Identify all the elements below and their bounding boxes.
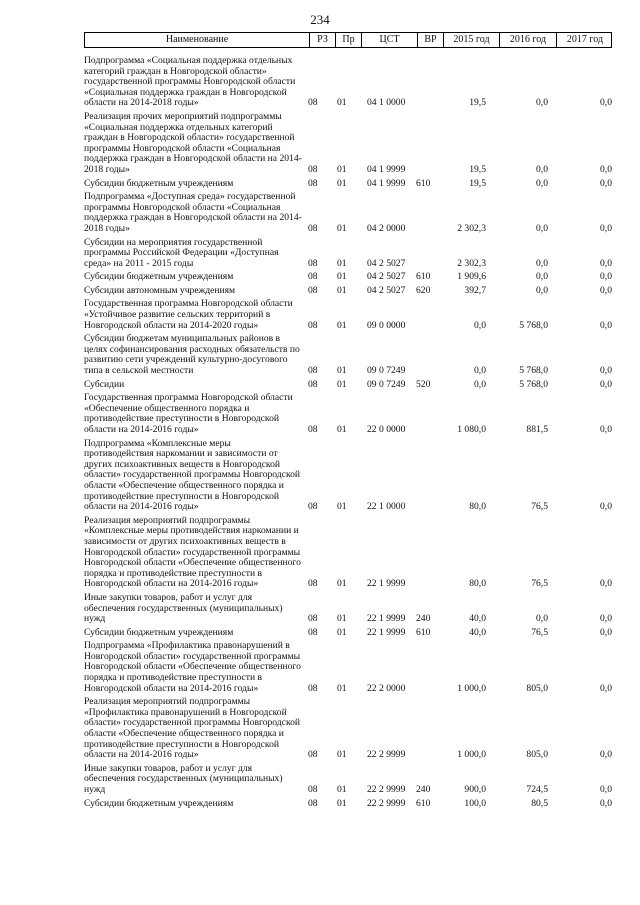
- cell-y2017: 0,0: [600, 626, 612, 638]
- cell-pr: 01: [337, 626, 347, 638]
- cell-y2016: 76,5: [531, 626, 548, 638]
- cell-pr: 01: [337, 177, 347, 189]
- cell-pr: 01: [337, 222, 347, 234]
- column-header-name: Наименование: [165, 34, 229, 45]
- cell-rz: 08: [308, 365, 318, 377]
- cell-vr: 610: [416, 626, 431, 638]
- cell-y2015: 100,0: [464, 797, 486, 809]
- cell-rz: 08: [308, 222, 318, 234]
- cell-y2016: 724,5: [526, 784, 548, 795]
- cell-cst: 04 2 5027: [367, 271, 406, 283]
- row-name: Иные закупки товаров, работ и услуг для обеспечения государственных (муниципальных) нужд: [84, 762, 283, 795]
- cell-y2016: 5 768,0: [519, 378, 548, 390]
- table-row: [84, 334, 612, 376]
- row-name: Реализация мероприятий подпрограммы «Комплексные меры противодействия наркомании и зависимости от других психоактивных веществ в Новгородской области» государственной программы Новгородской области «Обеспечение общественного порядка и противодействие преступности в Новгородской области на 2014-2016 годы»: [84, 514, 301, 590]
- cell-cst: 22 2 9999: [367, 797, 406, 809]
- cell-pr: 01: [337, 319, 347, 331]
- cell-rz: 08: [308, 97, 318, 109]
- cell-rz: 08: [308, 163, 318, 175]
- row-name: Субсидии: [84, 378, 125, 390]
- cell-y2017: 0,0: [600, 284, 612, 296]
- cell-vr: 520: [416, 378, 431, 390]
- row-name: Подпрограмма «Социальная поддержка отдельных категорий граждан в Новгородской области» государственной программы Новгородской области «Социальная поддержка граждан в Новгородской области на 2014-2018 годы»: [84, 55, 296, 109]
- table-row: [84, 799, 612, 810]
- cell-y2015: 2 302,3: [457, 222, 486, 234]
- row-name: Реализация мероприятий подпрограммы «Профилактика правонарушений в Новгородской области» государственной программы Новгородской области «Обеспечение общественного порядка и противодействие преступности в Новгородской области на 2014-2016 годы»: [84, 696, 301, 761]
- cell-y2016: 0,0: [536, 97, 548, 109]
- row-name: Подпрограмма «Профилактика правонарушений в Новгородской области» государственной программы Новгородской области «Обеспечение общественного порядка и противодействие преступности в Новгородской области на 2014-2016 годы»: [84, 640, 301, 694]
- cell-cst: 22 2 9999: [367, 784, 406, 795]
- cell-y2017: 0,0: [600, 797, 612, 809]
- cell-y2017: 0,0: [600, 578, 612, 590]
- cell-cst: 22 2 9999: [367, 749, 406, 761]
- cell-y2016: 881,5: [526, 424, 548, 435]
- cell-rz: 08: [308, 613, 318, 625]
- row-name: Субсидии бюджетным учреждениям: [84, 177, 234, 189]
- cell-pr: 01: [337, 271, 347, 283]
- cell-y2017: 0,0: [600, 319, 612, 331]
- cell-y2015: 80,0: [469, 501, 486, 513]
- cell-pr: 01: [337, 682, 347, 694]
- cell-pr: 01: [337, 284, 347, 296]
- cell-pr: 01: [337, 97, 347, 109]
- cell-y2015: 1 000,0: [457, 682, 486, 694]
- cell-y2017: 0,0: [600, 378, 612, 390]
- cell-vr: 610: [416, 271, 431, 283]
- table-row: [84, 299, 612, 331]
- cell-cst: 22 1 0000: [367, 501, 406, 513]
- cell-y2016: 805,0: [526, 682, 548, 694]
- cell-pr: 01: [337, 378, 347, 390]
- table-row: [84, 272, 612, 283]
- cell-y2017: 0,0: [600, 613, 612, 625]
- column-header-2016: 2016 год: [499, 33, 556, 47]
- row-name: Подпрограмма «Комплексные меры противодействия наркомании и зависимости от других психоактивных веществ в Новгородской области» государственной программы Новгородской области «Обеспечение общественного порядка и противодействие преступности в Новгородской области на 2014-2016 годы»: [84, 437, 301, 513]
- cell-y2016: 5 768,0: [519, 319, 548, 331]
- cell-pr: 01: [337, 501, 347, 513]
- cell-cst: 04 2 5027: [367, 284, 406, 296]
- cell-y2017: 0,0: [600, 784, 612, 795]
- cell-y2015: 1 909,6: [457, 271, 486, 283]
- cell-rz: 08: [308, 257, 318, 269]
- table-header: [84, 32, 612, 48]
- cell-y2016: 76,5: [531, 501, 548, 513]
- cell-pr: 01: [337, 797, 347, 809]
- cell-vr: 240: [416, 784, 431, 795]
- cell-rz: 08: [308, 784, 318, 795]
- cell-pr: 01: [337, 163, 347, 175]
- cell-y2017: 0,0: [600, 424, 612, 435]
- column-header-2015: 2015 год: [443, 33, 499, 47]
- cell-rz: 08: [308, 797, 318, 809]
- cell-y2017: 0,0: [600, 257, 612, 269]
- cell-rz: 08: [308, 749, 318, 761]
- column-header-pr: Пр: [335, 33, 361, 47]
- table-row: [84, 697, 612, 761]
- cell-rz: 08: [308, 319, 318, 331]
- cell-pr: 01: [337, 749, 347, 761]
- table-row: [84, 179, 612, 190]
- table-row: [84, 516, 612, 590]
- cell-y2015: 392,7: [464, 284, 486, 296]
- cell-pr: 01: [337, 257, 347, 269]
- cell-pr: 01: [337, 365, 347, 377]
- cell-y2015: 900,0: [464, 784, 486, 795]
- cell-rz: 08: [308, 682, 318, 694]
- cell-vr: 610: [416, 177, 431, 189]
- cell-y2015: 0,0: [474, 378, 486, 390]
- cell-pr: 01: [337, 578, 347, 590]
- column-header-vr: ВР: [417, 33, 443, 47]
- cell-cst: 22 2 0000: [367, 682, 406, 694]
- cell-cst: 22 1 9999: [367, 626, 406, 638]
- table-row: [84, 380, 612, 391]
- row-name: Иные закупки товаров, работ и услуг для обеспечения государственных (муниципальных) нужд: [84, 591, 283, 625]
- cell-y2017: 0,0: [600, 365, 612, 377]
- row-name: Государственная программа Новгородской области «Обеспечение общественного порядка и противодействие преступности в Новгородской области на 2014-2016 годы»: [84, 392, 293, 435]
- table-body: [84, 56, 612, 812]
- cell-y2015: 19,5: [469, 177, 486, 189]
- cell-vr: 610: [416, 797, 431, 809]
- cell-y2017: 0,0: [600, 97, 612, 109]
- cell-y2017: 0,0: [600, 177, 612, 189]
- cell-y2015: 19,5: [469, 163, 486, 175]
- cell-cst: 09 0 7249: [367, 365, 406, 377]
- cell-rz: 08: [308, 501, 318, 513]
- cell-y2016: 0,0: [536, 222, 548, 234]
- cell-y2017: 0,0: [600, 271, 612, 283]
- table-row: [84, 112, 612, 176]
- table-row: [84, 628, 612, 639]
- cell-y2015: 0,0: [474, 365, 486, 377]
- cell-y2016: 80,5: [531, 797, 548, 809]
- row-name: Подпрограмма «Доступная среда» государственной программы Новгородской области «Социальная поддержка граждан в Новгородской области на 2014-2018 годы»: [84, 191, 302, 234]
- cell-rz: 08: [308, 177, 318, 189]
- table-row: [84, 764, 612, 796]
- row-name: Субсидии на мероприятия государственной программы Российской Федерации «Доступная среда» на 2011 - 2015 годы: [84, 236, 279, 269]
- cell-rz: 08: [308, 378, 318, 390]
- cell-y2016: 0,0: [536, 613, 548, 625]
- cell-y2016: 0,0: [536, 163, 548, 175]
- cell-vr: 620: [416, 284, 431, 296]
- row-name: Субсидии бюджетным учреждениям: [84, 271, 234, 283]
- cell-y2017: 0,0: [600, 749, 612, 761]
- row-name: Реализация прочих мероприятий подпрограммы «Социальная поддержка отдельных категорий граждан в Новгородской области» государственной программы Новгородской области «Социальная поддержка граждан в Новгородской области на 2014-2018 годы»: [84, 110, 302, 175]
- cell-y2017: 0,0: [600, 682, 612, 694]
- cell-y2015: 19,5: [469, 97, 486, 109]
- cell-cst: 22 1 9999: [367, 613, 406, 625]
- table-row: [84, 439, 612, 513]
- cell-rz: 08: [308, 284, 318, 296]
- table-row: [84, 641, 612, 694]
- table-row: [84, 192, 612, 234]
- cell-y2017: 0,0: [600, 501, 612, 513]
- cell-y2015: 40,0: [469, 626, 486, 638]
- cell-cst: 09 0 7249: [367, 378, 406, 390]
- cell-cst: 22 1 9999: [367, 578, 406, 590]
- cell-y2016: 0,0: [536, 177, 548, 189]
- table-row: [84, 593, 612, 625]
- row-name: Субсидии бюджетным учреждениям: [84, 797, 234, 809]
- row-name: Субсидии бюджетам муниципальных районов в целях софинансирования расходных обязательств по развитию сети учреждений культурно-досугового типа в сельской местности: [84, 333, 300, 377]
- cell-pr: 01: [337, 424, 347, 435]
- cell-y2015: 40,0: [469, 613, 486, 625]
- cell-rz: 08: [308, 626, 318, 638]
- cell-y2016: 0,0: [536, 284, 548, 296]
- cell-cst: 04 2 0000: [367, 222, 406, 234]
- cell-y2016: 76,5: [531, 578, 548, 590]
- table-row: [84, 393, 612, 435]
- cell-y2015: 0,0: [474, 319, 486, 331]
- cell-cst: 04 2 5027: [367, 257, 406, 269]
- cell-rz: 08: [308, 424, 318, 435]
- table-row: [84, 238, 612, 270]
- row-name: Субсидии бюджетным учреждениям: [84, 626, 234, 638]
- column-header-rz: РЗ: [309, 33, 335, 47]
- cell-y2017: 0,0: [600, 222, 612, 234]
- cell-rz: 08: [308, 271, 318, 283]
- cell-pr: 01: [337, 613, 347, 625]
- cell-cst: 04 1 9999: [367, 177, 406, 189]
- cell-y2017: 0,0: [600, 163, 612, 175]
- page-number: 234: [310, 12, 330, 27]
- column-header-2017: 2017 год: [556, 33, 613, 47]
- cell-y2016: 5 768,0: [519, 365, 548, 377]
- cell-cst: 04 1 0000: [367, 97, 406, 109]
- row-name: Субсидии автономным учреждениям: [84, 284, 236, 296]
- cell-y2016: 0,0: [536, 271, 548, 283]
- cell-pr: 01: [337, 784, 347, 795]
- cell-vr: 240: [416, 613, 431, 625]
- cell-y2015: 2 302,3: [457, 257, 486, 269]
- cell-y2016: 0,0: [536, 257, 548, 269]
- cell-cst: 22 0 0000: [367, 424, 406, 435]
- cell-rz: 08: [308, 578, 318, 590]
- column-header-cst: ЦСТ: [361, 33, 417, 47]
- row-name: Государственная программа Новгородской области «Устойчивое развитие сельских территорий в Новгородской области на 2014-2020 годы»: [84, 298, 293, 331]
- cell-cst: 04 1 9999: [367, 163, 406, 175]
- table-row: [84, 56, 612, 109]
- cell-y2015: 1 000,0: [457, 749, 486, 761]
- table-row: [84, 286, 612, 297]
- cell-y2015: 1 080,0: [457, 424, 486, 435]
- cell-y2016: 805,0: [526, 749, 548, 761]
- cell-y2015: 80,0: [469, 578, 486, 590]
- cell-cst: 09 0 0000: [367, 319, 406, 331]
